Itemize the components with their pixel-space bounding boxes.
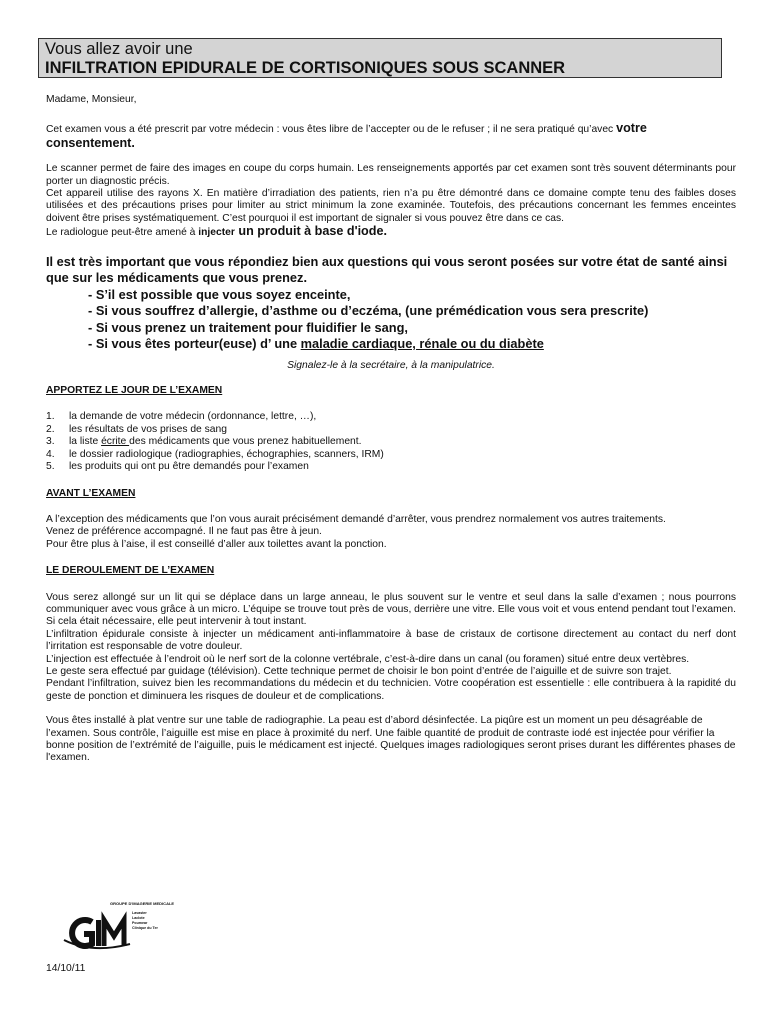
list-item [46,436,736,448]
list-text: la demande de votre médecin (ordonnance, lettre, …), [69,411,317,423]
title-line-1: Vous allez avoir une [45,40,193,58]
important-item [88,336,736,353]
gim-logo [62,900,182,956]
logo-line: Clinique du Ter [132,926,158,930]
deroulement-paragraph-2: L’infiltration épidurale consiste à injecter un médicament anti-inflammatoire à base de cristaux de cortisone directement au contact du nerf dont l’irritation est responsable de votre douleur. [46,628,736,653]
section-heading-deroulement: LE DEROULEMENT DE L’EXAMEN [46,565,215,577]
important-item: - Si vous prenez un traitement pour fluidifier le sang, [88,320,736,337]
important-item: - S’il est possible que vous soyez enceinte, [88,287,736,304]
apportez-list [46,411,736,473]
greeting: Madame, Monsieur, [46,94,137,105]
deroulement-paragraph-1: Vous serez allongé sur un lit qui se déplace dans un large anneau, le plus souvent sur le ventre et seul dans la salle d’examen ; nous pourrons communiquer avec vous grâce à un micro. L’équipe se trouve tout près de vous, derrière une vitre. Elle vous voit et vous entend pendant tout l’examen. Si cela était nécessaire, elle peut intervenir à tout instant. [46,591,736,628]
important-intro: Il est très important que vous répondiez bien aux questions qui vous seront posées sur votre état de santé ainsi que sur les médicaments que vous prenez. [46,253,728,286]
list-text: les résultats de vos prises de sang [69,423,227,435]
logo-header: GROUPE D'IMAGERIE MEDICALE [110,901,175,906]
logo-line: Lavaster [132,911,147,915]
logo-line: Laclote [132,916,145,920]
deroulement-paragraph-3: L’injection est effectuée à l’endroit où le nerf sort de la colonne vertébrale, c’est-à-dire dans un canal (ou foramen) situé entre deux vertèbres. [46,653,690,665]
avant-paragraph-2: Venez de préférence accompagné. Il ne faut pas être à jeun. [46,526,322,538]
scanner-paragraph-3 [46,225,736,239]
consent-bold: votre consentement. [46,121,647,150]
list-item [46,424,736,436]
list-number: 1. [46,411,55,423]
gim-logo-icon [62,900,182,956]
scanner-paragraph-2: Cet appareil utilise des rayons X. En matière d’irradiation des patients, rien n’a pu être démontré dans ce domaine compte tenu des faibles doses utilisées et des précautions prises pour limiter au strict minimum la zone examinée. Toutefois, des précautions concernant les femmes enceintes doivent être prises systématiquement. C’est pourquoi il est important de signaler si vous pouvez être dans ce cas. [46,188,736,224]
list-item [46,449,736,461]
important-list [46,287,736,353]
list-item [46,411,736,423]
iode-text-c: un produit à base d'iode. [234,224,387,239]
deroulement-paragraph-6: Vous êtes installé à plat ventre sur une table de radiographie. La peau est d’abord désinfectée. La piqûre est un moment un peu désagréable de l’examen. Sous contrôle, l’aiguille est mise en place à proximité du nerf. Une faible quantité de produit de contraste iodé est injectée pour vérifier la bonne position de l’extrémité de l’aiguille, puis le médicament est injecté. Quelques images radiologiques seront prises durant les différentes phases de l'examen. [46,715,736,764]
section-heading-avant: AVANT L’EXAMEN [46,487,136,499]
avant-paragraph-3: Pour être plus à l’aise, il est conseillé d’aller aux toilettes avant la ponction. [46,538,387,550]
consent-paragraph [46,122,736,151]
list-number: 5. [46,461,55,473]
iode-text-a: Le radiologue peut-être amené à [46,227,199,239]
list-text: le dossier radiologique (radiographies, échographies, scanners, IRM) [69,448,384,460]
signal-note: Signalez-le à la secrétaire, à la manipulatrice. [287,359,495,371]
footer-date: 14/10/11 [46,963,86,974]
deroulement-paragraph-5: Pendant l’infiltration, suivez bien les recommandations du médecin et du technicien. Votre coopération est essentielle : elle contribuera à la rapidité du geste de ponction et diminuera les risques de douleur et de complications. [46,678,736,702]
list-text: les produits qui ont pu être demandés pour l’examen [69,461,309,473]
list-number: 2. [46,423,55,435]
document-body [46,94,736,765]
scanner-paragraph-1: Le scanner permet de faire des images en coupe du corps humain. Les renseignements apportés par cet examen sont très souvent déterminants pour porter un diagnostic précis. [46,163,736,187]
important-last-b: maladie cardiaque, rénale ou du diabète [300,336,544,352]
logo-line: Poumear [132,921,148,925]
important-item: - Si vous souffrez d’allergie, d’asthme ou d’eczéma, (une prémédication vous sera prescrite) [88,303,736,320]
list-number: 4. [46,448,55,460]
title-box [38,38,722,78]
list-item [46,461,736,473]
list-text: des médicaments que vous prenez habituellement. [129,436,362,448]
list-text: la liste [69,436,102,448]
list-text-underlined: écrite [101,436,130,448]
iode-text-b: injecter [198,227,235,239]
consent-text: Cet examen vous a été prescrit par votre médecin : vous êtes libre de l’accepter ou de le refuser ; il ne sera pratiqué qu’avec [46,124,617,136]
list-number: 3. [46,436,55,448]
deroulement-paragraph-4: Le geste sera effectué par guidage (télévision). Cette technique permet de choisir le bon point d’entrée de l’aiguille et de suivre son trajet. [46,665,672,677]
important-last-a: Si vous êtes porteur(euse) d’ une [95,336,301,352]
section-heading-apportez: APPORTEZ LE JOUR DE L’EXAMEN [46,385,223,397]
avant-paragraph-1: A l’exception des médicaments que l’on vous aurait précisément demandé d’arrêter, vous prendrez normalement vos autres traitements. [46,513,666,525]
title-line-2: INFILTRATION EPIDURALE DE CORTISONIQUES SOUS SCANNER [45,59,566,77]
